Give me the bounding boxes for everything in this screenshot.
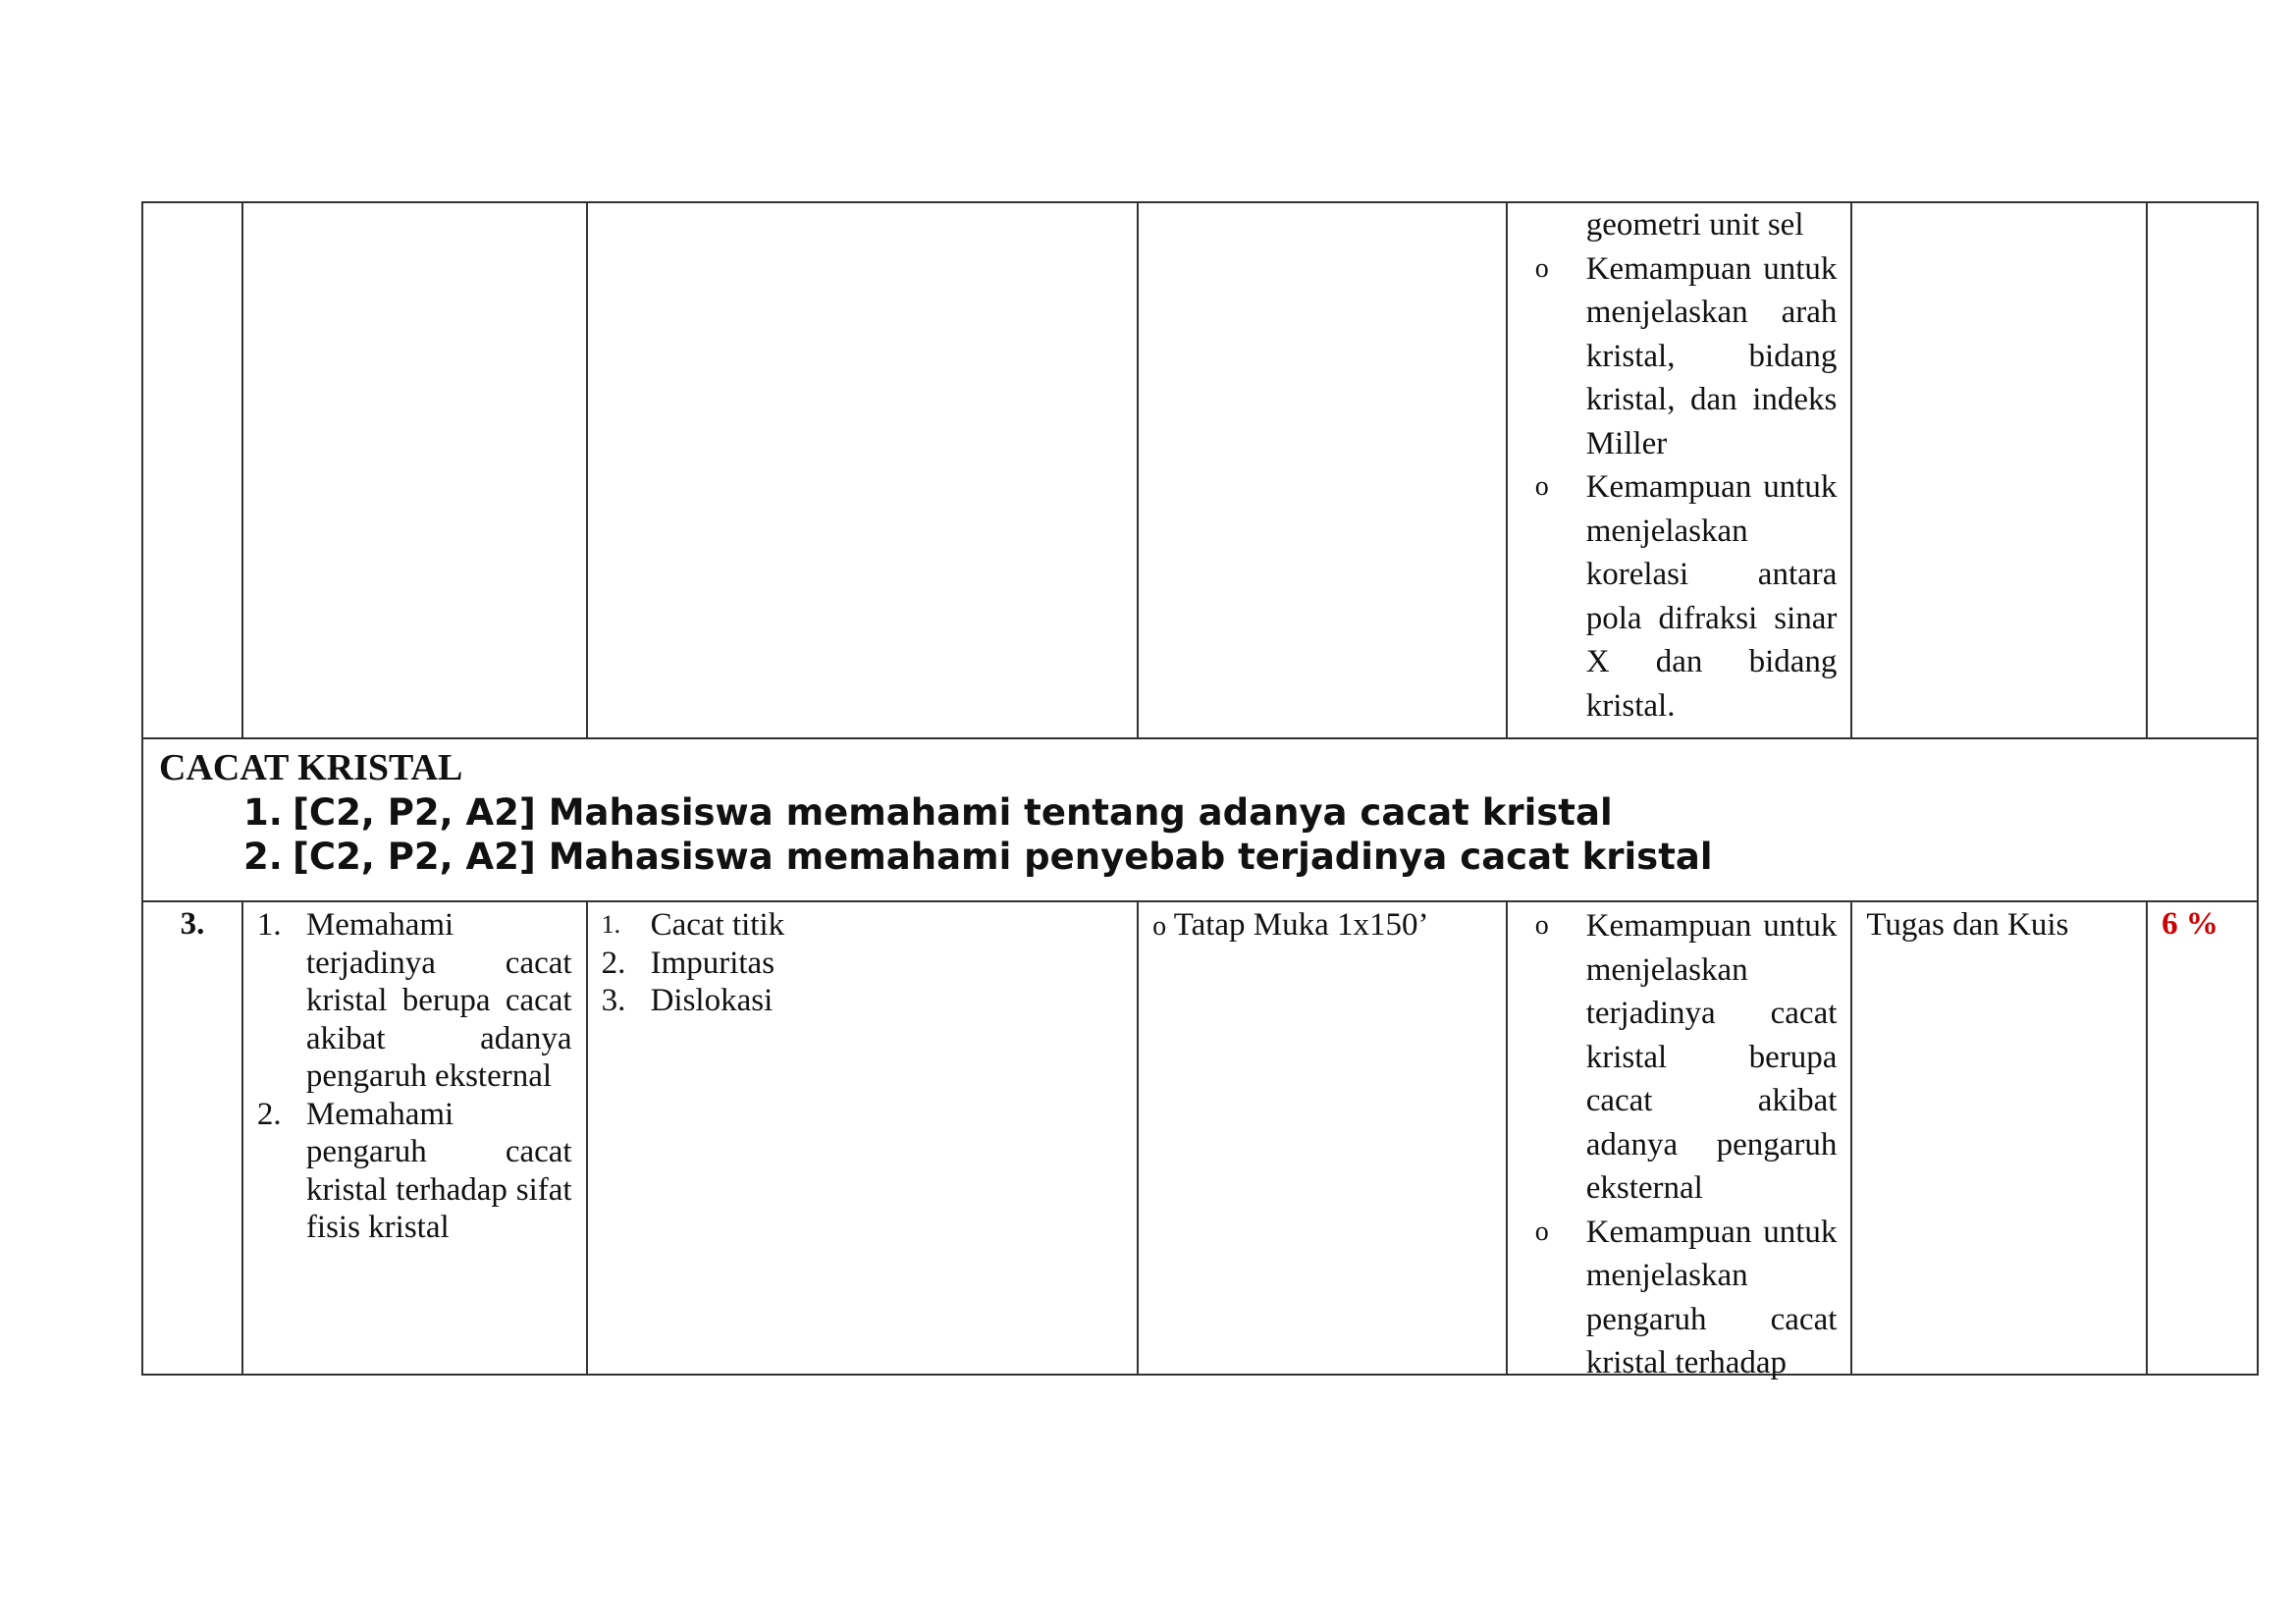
- indicator-item: [1535, 904, 1838, 1211]
- cell-method: [1139, 902, 1508, 1374]
- indicator-list: [1508, 902, 1851, 1385]
- objective-text: [C2, P2, A2] Mahasiswa memahami tentang adanya cacat kristal: [293, 791, 1613, 834]
- competency-item: [257, 1096, 572, 1247]
- cell-assessment: [1852, 902, 2148, 1374]
- material-item: [602, 906, 1123, 945]
- cell-materials: [588, 902, 1139, 1374]
- cell-method-empty: [1139, 203, 1508, 737]
- bullet-icon: o: [1534, 1216, 1549, 1247]
- indicator-text: Kemampuan untuk menjelaskan korelasi antara pola difraksi sinar X dan bidang kristal.: [1585, 469, 1838, 724]
- indicator-item: [1535, 465, 1838, 728]
- indicator-item: [1535, 1211, 1838, 1385]
- rps-table: [141, 201, 2259, 1380]
- objective-number: 1.: [243, 791, 283, 834]
- material-number: 1.: [601, 910, 621, 939]
- objective-text: [C2, P2, A2] Mahasiswa memahami penyebab terjadinya cacat kristal: [293, 836, 1713, 878]
- cell-competencies: [243, 902, 588, 1374]
- method-entry: [1139, 902, 1506, 947]
- material-text: Impuritas: [650, 945, 775, 981]
- objective-item: [243, 835, 2241, 879]
- objective-item: [243, 790, 2241, 835]
- cell-material-empty: [588, 203, 1139, 737]
- material-item: [602, 945, 1123, 983]
- cell-assessment-empty: [1852, 203, 2148, 737]
- competency-item: [257, 906, 572, 1096]
- material-number: 3.: [601, 983, 626, 1018]
- material-number: 2.: [601, 945, 626, 981]
- cell-number-empty: [143, 203, 243, 737]
- indicator-text: Kemampuan untuk menjelaskan terjadinya cacat kristal berupa cacat akibat adanya pengaruh eksternal: [1585, 908, 1838, 1206]
- objectives-list: [159, 790, 2241, 879]
- indicator-item: [1535, 247, 1838, 466]
- bullet-icon: o: [1152, 911, 1167, 942]
- method-text: Tatap Muka 1x150’: [1173, 907, 1429, 943]
- section-header-row: [143, 739, 2257, 902]
- indicator-list: [1508, 247, 1851, 729]
- material-item: [602, 982, 1123, 1020]
- indicator-text: Kemampuan untuk menjelaskan arah kristal, bidang kristal, dan indeks Miller: [1585, 250, 1838, 461]
- indicator-text: Kemampuan untuk menjelaskan pengaruh cacat kristal terhadap: [1585, 1214, 1838, 1380]
- table-row-meeting-3: [143, 902, 2257, 1380]
- cell-weight-empty: [2148, 203, 2257, 737]
- bullet-icon: o: [1534, 910, 1549, 941]
- competency-text: Memahami terjadinya cacat kristal berupa cacat akibat adanya pengaruh eksternal: [305, 907, 572, 1094]
- cell-competency-empty: [243, 203, 588, 737]
- competency-number: 1.: [256, 907, 282, 943]
- table-row-continued: [143, 203, 2257, 739]
- competency-text: Memahami pengaruh cacat kristal terhadap sifat fisis kristal: [305, 1096, 572, 1245]
- indicator-continuation: geometri unit sel: [1585, 207, 1804, 243]
- competency-number: 2.: [256, 1096, 282, 1132]
- section-title: CACAT KRISTAL: [159, 747, 463, 788]
- cell-weight: [2148, 902, 2257, 1374]
- cell-indicators: [1508, 902, 1853, 1380]
- material-list: [588, 902, 1137, 1020]
- meeting-number: 3.: [143, 902, 243, 1374]
- cell-indicators: [1508, 203, 1853, 737]
- weight-percent: 6 %: [2162, 906, 2218, 942]
- bullet-icon: o: [1534, 471, 1549, 502]
- objective-number: 2.: [243, 836, 283, 878]
- competency-list: [243, 902, 586, 1247]
- material-text: Cacat titik: [650, 907, 785, 943]
- bullet-icon: o: [1534, 252, 1549, 284]
- assessment-text: Tugas dan Kuis: [1866, 907, 2069, 943]
- material-text: Dislokasi: [650, 983, 774, 1018]
